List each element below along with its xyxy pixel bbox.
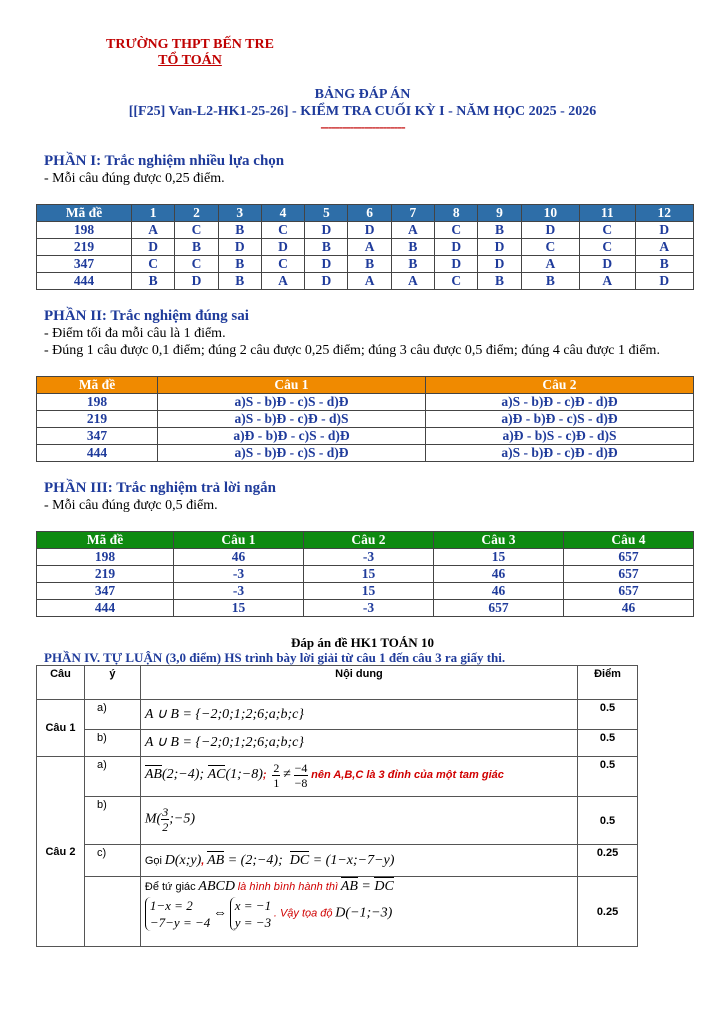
set-union-formula: A ∪ B = {−2;0;1;2;6;a;b;c}: [144, 707, 304, 722]
part2-col-header: Câu 2: [426, 377, 694, 394]
answer-cell: 15: [434, 549, 564, 566]
part1-col-header: 3: [218, 205, 261, 222]
answer-cell: a)Đ - b)S - c)Đ - d)S: [426, 428, 694, 445]
answer-cell: D: [521, 222, 579, 239]
part1-note: - Mỗi câu đúng được 0,25 điểm.: [44, 171, 225, 186]
answer-cell: B: [391, 256, 434, 273]
exam-code-cell: 347: [37, 256, 132, 273]
table-row: [37, 273, 694, 290]
cau2-c-label: c): [84, 845, 140, 877]
exam-code-cell: 444: [37, 445, 158, 462]
answer-cell: a)Đ - b)Đ - c)S - d)Đ: [426, 411, 694, 428]
answer-cell: a)S - b)Đ - c)Đ - d)Đ: [426, 394, 694, 411]
exam-code-cell: 219: [37, 566, 174, 583]
table-row: [37, 222, 694, 239]
answer-cell: B: [132, 273, 175, 290]
cau2-b-label: b): [84, 797, 140, 845]
answer-cell: B: [635, 256, 693, 273]
table-row: [37, 583, 694, 600]
table-row: [37, 549, 694, 566]
set-union-formula: A ∪ B = {−2;0;1;2;6;a;b;c}: [144, 735, 304, 750]
answer-cell: B: [391, 239, 434, 256]
answer-cell: B: [478, 222, 521, 239]
exam-code-cell: 219: [37, 411, 158, 428]
cau2-c-solution: [140, 877, 577, 947]
part2-note-max: - Điểm tối đa mỗi câu là 1 điểm.: [44, 326, 226, 341]
answer-cell: B: [348, 256, 391, 273]
answer-cell: D: [261, 239, 304, 256]
answer-cell: A: [391, 222, 434, 239]
answer-cell: D: [305, 273, 348, 290]
part1-heading: PHẦN I: Trắc nghiệm nhiều lựa chọn: [44, 153, 285, 169]
answer-cell: D: [478, 256, 521, 273]
answer-cell: B: [478, 273, 521, 290]
answer-cell: B: [218, 273, 261, 290]
table-row: [37, 566, 694, 583]
cau2-b-content: [140, 797, 577, 845]
cau2-b-score: 0.5: [578, 797, 638, 845]
answer-cell: D: [305, 222, 348, 239]
part1-col-header: 6: [348, 205, 391, 222]
exam-code-cell: 198: [37, 394, 158, 411]
answer-cell: C: [580, 222, 635, 239]
answer-cell: B: [521, 273, 579, 290]
answer-cell: D: [348, 222, 391, 239]
answer-cell: D: [580, 256, 635, 273]
cau2-c-cont-label: [84, 877, 140, 947]
cau1-label: Câu 1: [37, 700, 85, 757]
answer-cell: C: [435, 222, 478, 239]
answer-cell: a)S - b)Đ - c)S - d)Đ: [158, 394, 426, 411]
part1-col-header: Mã đề: [37, 205, 132, 222]
answer-cell: 15: [304, 583, 434, 600]
cau2-c-content: [140, 845, 577, 877]
part1-col-header: 9: [478, 205, 521, 222]
cau2-c-score: 0.25: [578, 845, 638, 877]
cau2-a-score: 0.5: [578, 757, 638, 797]
point-d-formula: Gọi D(x;y), AB = (2;−4); DC = (1−x;−7−y): [144, 853, 395, 868]
answer-cell: C: [261, 256, 304, 273]
table-row: [37, 394, 694, 411]
answer-cell: 46: [434, 583, 564, 600]
part2-heading: PHẦN II: Trắc nghiệm đúng sai: [44, 308, 249, 324]
header-content: Nội dung: [140, 666, 577, 700]
cau2-a-label: a): [84, 757, 140, 797]
answer-cell: C: [175, 256, 218, 273]
header-score: Điểm: [578, 666, 638, 700]
exam-code-cell: 444: [37, 273, 132, 290]
part1-col-header: 12: [635, 205, 693, 222]
answer-cell: a)S - b)Đ - c)Đ - d)S: [158, 411, 426, 428]
part1-col-header: 4: [261, 205, 304, 222]
cau1-b-label: b): [84, 730, 140, 757]
part3-col-header: Câu 3: [434, 532, 564, 549]
part2-col-header: Mã đề: [37, 377, 158, 394]
cau1-a-content: [140, 700, 577, 730]
answer-cell: B: [175, 239, 218, 256]
answer-cell: A: [348, 239, 391, 256]
table-row: [37, 445, 694, 462]
table-row: [37, 239, 694, 256]
exam-title: [[F25] Van-L2-HK1-25-26] - KIỂM TRA CUỐI KỲ I - NĂM HỌC 2025 - 2026: [128, 104, 597, 119]
title-separator: -----------------------: [320, 120, 405, 135]
header-y: ý: [84, 666, 140, 700]
table-row: [37, 256, 694, 273]
answer-cell: C: [261, 222, 304, 239]
cau1-a-label: a): [84, 700, 140, 730]
answer-cell: 15: [304, 566, 434, 583]
exam-code-cell: 198: [37, 222, 132, 239]
part2-note-scoring: - Đúng 1 câu được 0,1 điểm; đúng 2 câu được 0,25 điểm; đúng 3 câu được 0,5 điểm; đúng 4 câu được 1 điểm.: [44, 343, 660, 358]
exam-code-cell: 198: [37, 549, 174, 566]
answer-cell: D: [175, 273, 218, 290]
part1-table: [36, 204, 694, 290]
answer-cell: A: [261, 273, 304, 290]
answer-cell: D: [635, 222, 693, 239]
cau2-a-content: [140, 757, 577, 797]
answer-cell: -3: [304, 549, 434, 566]
cau2-c-solution-score: 0.25: [578, 877, 638, 947]
answer-cell: 46: [434, 566, 564, 583]
part3-col-header: Câu 1: [174, 532, 304, 549]
cau2-label: Câu 2: [37, 757, 85, 947]
answer-cell: D: [218, 239, 261, 256]
answer-cell: 46: [174, 549, 304, 566]
exam-code-cell: 219: [37, 239, 132, 256]
answer-cell: D: [435, 239, 478, 256]
answer-cell: A: [391, 273, 434, 290]
answer-cell: C: [580, 239, 635, 256]
answer-cell: 657: [564, 583, 694, 600]
header-cau: Câu: [37, 666, 85, 700]
table-row: [37, 428, 694, 445]
answer-cell: 15: [174, 600, 304, 617]
cau1-b-score: 0.5: [578, 730, 638, 757]
answer-cell: A: [348, 273, 391, 290]
answer-cell: a)Đ - b)Đ - c)S - d)Đ: [158, 428, 426, 445]
exam-code-cell: 444: [37, 600, 174, 617]
essay-table: [36, 665, 638, 947]
part3-heading: PHẦN III: Trắc nghiệm trả lời ngắn: [44, 480, 276, 496]
answer-cell: A: [132, 222, 175, 239]
answer-cell: B: [218, 256, 261, 273]
exam-code-cell: 347: [37, 428, 158, 445]
part3-table: [36, 531, 694, 617]
part3-col-header: Câu 2: [304, 532, 434, 549]
answer-cell: 657: [564, 549, 694, 566]
answer-cell: D: [478, 239, 521, 256]
part2-table: [36, 376, 694, 462]
answer-cell: B: [218, 222, 261, 239]
answer-cell: a)S - b)Đ - c)S - d)Đ: [158, 445, 426, 462]
part1-col-header: 11: [580, 205, 635, 222]
answer-cell: -3: [174, 566, 304, 583]
part1-col-header: 10: [521, 205, 579, 222]
table-row: [37, 411, 694, 428]
vector-formula: AB(2;−4); AC(1;−8); $\frac{2}{1}$ ≠ $\frac{-4}{-8}$ nên A,B,C là 3 đỉnh của một tam giác: [144, 761, 504, 790]
part1-col-header: 7: [391, 205, 434, 222]
cau1-a-score: 0.5: [578, 700, 638, 730]
part1-col-header: 2: [175, 205, 218, 222]
essay-answer-title: Đáp án đề HK1 TOÁN 10: [291, 635, 434, 650]
answer-cell: C: [175, 222, 218, 239]
cau1-b-content: [140, 730, 577, 757]
point-m-formula: M( $\frac{3}{2}$ ;−5): [144, 805, 195, 834]
part1-col-header: 8: [435, 205, 478, 222]
answer-cell: B: [305, 239, 348, 256]
part3-col-header: Câu 4: [564, 532, 694, 549]
answer-cell: A: [580, 273, 635, 290]
document-title: BẢNG ĐÁP ÁN: [314, 87, 411, 102]
exam-code-cell: 347: [37, 583, 174, 600]
part3-note: - Mỗi câu đúng được 0,5 điểm.: [44, 498, 218, 513]
triangle-conclusion: nên A,B,C là 3 đỉnh của một tam giác: [311, 769, 504, 782]
table-row: [37, 600, 694, 617]
part1-col-header: 1: [132, 205, 175, 222]
answer-cell: C: [435, 273, 478, 290]
answer-cell: D: [635, 273, 693, 290]
part3-col-header: Mã đề: [37, 532, 174, 549]
answer-cell: C: [132, 256, 175, 273]
answer-cell: -3: [304, 600, 434, 617]
answer-cell: 657: [564, 566, 694, 583]
school-name: TRƯỜNG THPT BẾN TRE: [106, 37, 274, 52]
answer-cell: D: [132, 239, 175, 256]
part4-heading: PHẦN IV. TỰ LUẬN (3,0 điểm) HS trình bày lời giải từ câu 1 đến câu 3 ra giấy thi.: [44, 650, 506, 665]
answer-cell: A: [521, 256, 579, 273]
system-solution: 1−x = 2 −7−y = −4 ⇔ x = −1 y = −3 . Vậy tọa độ D(−1;−3): [145, 897, 573, 931]
answer-cell: 46: [564, 600, 694, 617]
answer-cell: A: [635, 239, 693, 256]
answer-cell: D: [435, 256, 478, 273]
part1-col-header: 5: [305, 205, 348, 222]
part2-col-header: Câu 1: [158, 377, 426, 394]
answer-cell: -3: [174, 583, 304, 600]
answer-cell: 657: [434, 600, 564, 617]
answer-cell: a)S - b)Đ - c)Đ - d)Đ: [426, 445, 694, 462]
answer-cell: D: [305, 256, 348, 273]
answer-cell: C: [521, 239, 579, 256]
department-name: TỔ TOÁN: [158, 53, 222, 68]
parallelogram-condition: Để tứ giác ABCD là hình bình hành thì AB = DC: [144, 879, 394, 894]
